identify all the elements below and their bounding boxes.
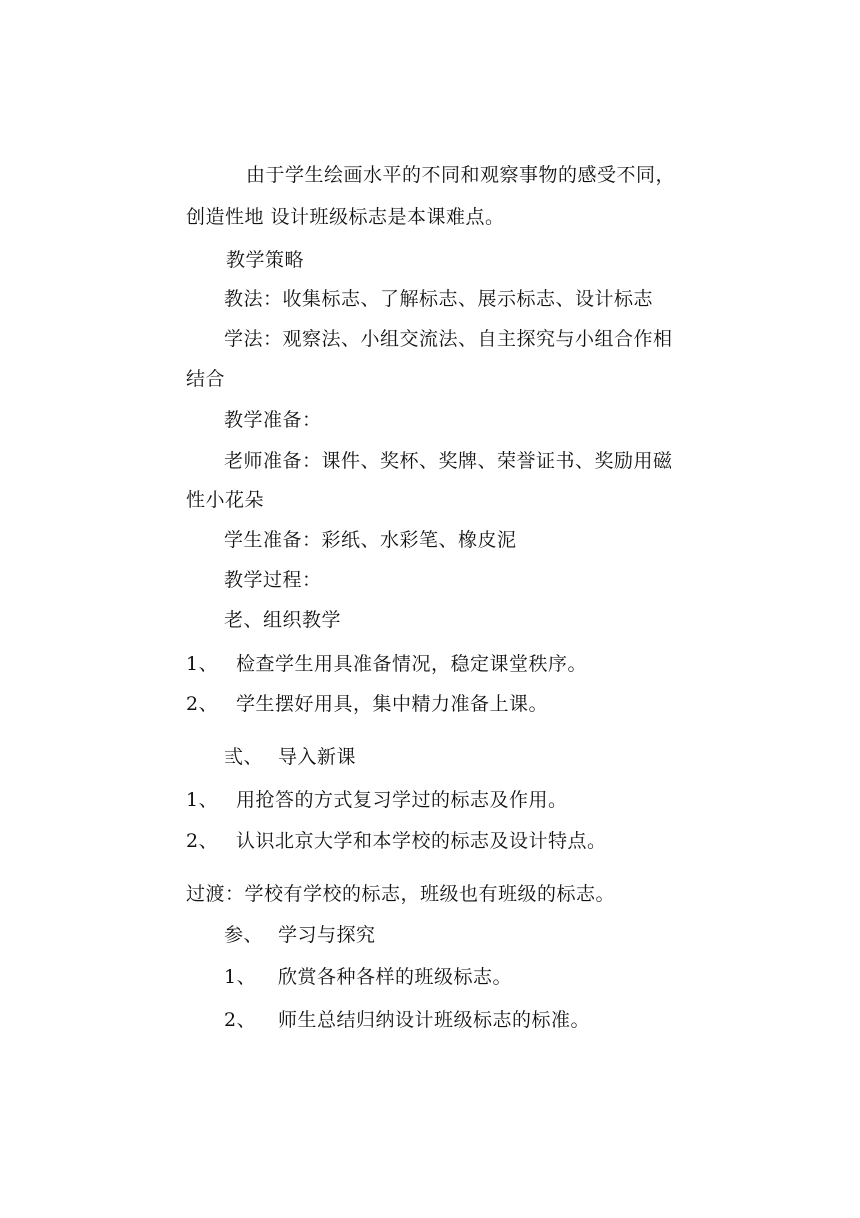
list-item-number: 1、	[186, 653, 219, 675]
list-item-text: 学生摆好用具，集中精力准备上课。	[236, 693, 549, 715]
section-3-title	[224, 923, 376, 947]
list-item-number: 2、	[224, 1009, 257, 1031]
list-item-number: 1、	[224, 966, 257, 988]
list-item	[186, 829, 607, 853]
list-item-text: 认识北京大学和本学校的标志及设计特点。	[236, 830, 607, 852]
process-heading: 教学过程：	[224, 569, 322, 591]
section-2-title	[224, 745, 356, 769]
list-item-text: 欣赏各种各样的班级标志。	[278, 966, 513, 988]
teacher-prep-line-1: 老师准备：课件、奖杯、奖牌、荣誉证书、奖励用磁	[224, 450, 673, 472]
list-item-text: 检查学生用具准备情况，稳定课堂秩序。	[236, 653, 588, 675]
preparation-heading: 教学准备：	[224, 409, 322, 431]
learning-method-line-1: 学法：观察法、小组交流法、自主探究与小组合作相	[224, 328, 673, 350]
list-item	[186, 692, 548, 716]
transition-text: 过渡：学校有学校的标志，班级也有班级的标志。	[186, 883, 616, 905]
list-item-number: 2、	[186, 830, 219, 852]
section-number: 参、	[224, 924, 264, 946]
list-item	[224, 1008, 590, 1032]
student-prep: 学生准备：彩纸、水彩笔、橡皮泥	[224, 529, 517, 551]
list-item	[186, 652, 587, 676]
section-number: 弎、	[224, 746, 264, 768]
learning-method-line-2: 结合	[186, 368, 226, 390]
list-item-number: 1、	[186, 789, 219, 811]
difficulty-line-2: 创造性地 设计班级标志是本课难点。	[186, 206, 505, 228]
list-item-text: 师生总结归纳设计班级标志的标准。	[278, 1009, 591, 1031]
section-title-text: 导入新课	[278, 746, 357, 768]
section-title-text: 学习与探究	[278, 924, 376, 946]
list-item-number: 2、	[186, 693, 219, 715]
teacher-prep-line-2: 性小花朵	[186, 489, 265, 511]
list-item	[186, 788, 568, 812]
teaching-method: 教法：收集标志、了解标志、展示标志、设计标志	[224, 288, 654, 310]
list-item	[224, 965, 512, 989]
strategy-heading: 教学策略	[226, 249, 305, 271]
difficulty-line-1: 由于学生绘画水平的不同和观察事物的感受不同，	[246, 164, 676, 186]
list-item-text: 用抢答的方式复习学过的标志及作用。	[236, 789, 568, 811]
section-1-title: 老、组织教学	[224, 609, 342, 631]
